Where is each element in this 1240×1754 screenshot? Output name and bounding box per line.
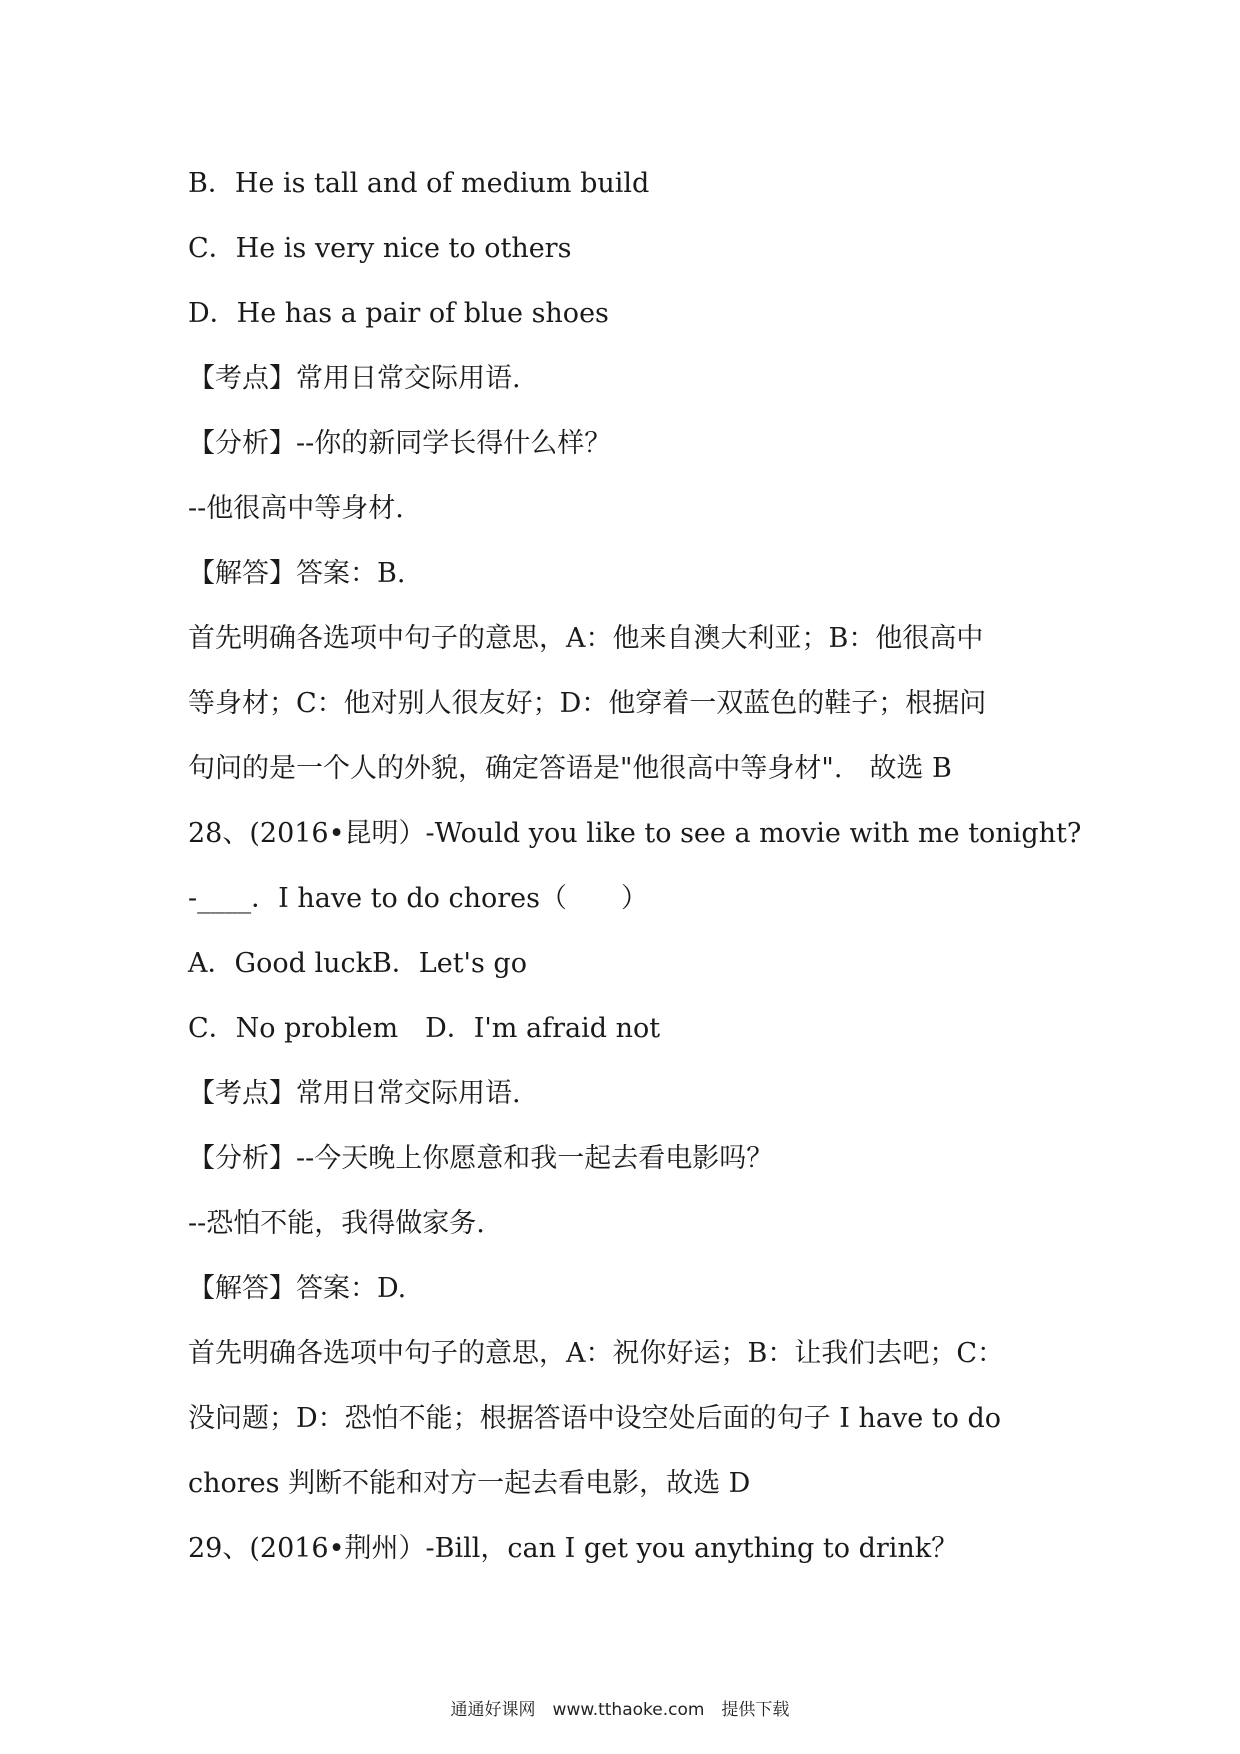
fenxi-q27: 【分析】--你的新同学长得什么样？ — [188, 428, 612, 459]
kaodian-q27: 【考点】常用日常交际用语. — [188, 363, 521, 394]
option-d-q27: D．He has a pair of blue shoes — [188, 298, 609, 329]
jieda-q27: 【解答】答案：B. — [188, 558, 406, 589]
kaodian-q28: 【考点】常用日常交际用语. — [188, 1078, 521, 1109]
option-c-q27: C．He is very nice to others — [188, 233, 572, 264]
fenxi-answer-q28: --恐怕不能，我得做家务. — [188, 1208, 485, 1239]
question-28: 28、(2016•昆明）-Would you like to see a movie with me tonight? — [188, 818, 1082, 849]
explanation-line-2-q28: 没问题；D：恐怕不能；根据答语中设空处后面的句子 I have to do — [188, 1403, 1002, 1434]
jieda-q28: 【解答】答案：D. — [188, 1273, 407, 1304]
explanation-line-3-q27: 句问的是一个人的外貌，确定答语是"他很高中等身材". 故选 B — [188, 753, 952, 784]
option-b-q27: B．He is tall and of medium build — [188, 168, 650, 199]
fenxi-q28: 【分析】--今天晚上你愿意和我一起去看电影吗？ — [188, 1143, 774, 1174]
explanation-line-1-q27: 首先明确各选项中句子的意思，A：他来自澳大利亚；B：他很高中 — [188, 623, 984, 654]
explanation-line-1-q28: 首先明确各选项中句子的意思，A：祝你好运；B：让我们去吧；C： — [188, 1338, 1004, 1369]
question-28-blank: -____．I have to do chores（ ） — [188, 883, 648, 914]
options-ab-q28: A．Good luckB．Let's go — [188, 948, 527, 979]
page-footer: 通通好课网 www.tthaoke.com 提供下载 — [450, 1700, 790, 1720]
explanation-line-2-q27: 等身材；C：他对别人很友好；D：他穿着一双蓝色的鞋子；根据问 — [188, 688, 987, 719]
explanation-line-3-q28: chores 判断不能和对方一起去看电影，故选 D — [188, 1468, 751, 1499]
question-29: 29、(2016•荆州）-Bill，can I get you anything to drink？ — [188, 1533, 959, 1564]
options-cd-q28: C．No problem D．I'm afraid not — [188, 1013, 661, 1044]
fenxi-answer-q27: --他很高中等身材. — [188, 493, 404, 524]
